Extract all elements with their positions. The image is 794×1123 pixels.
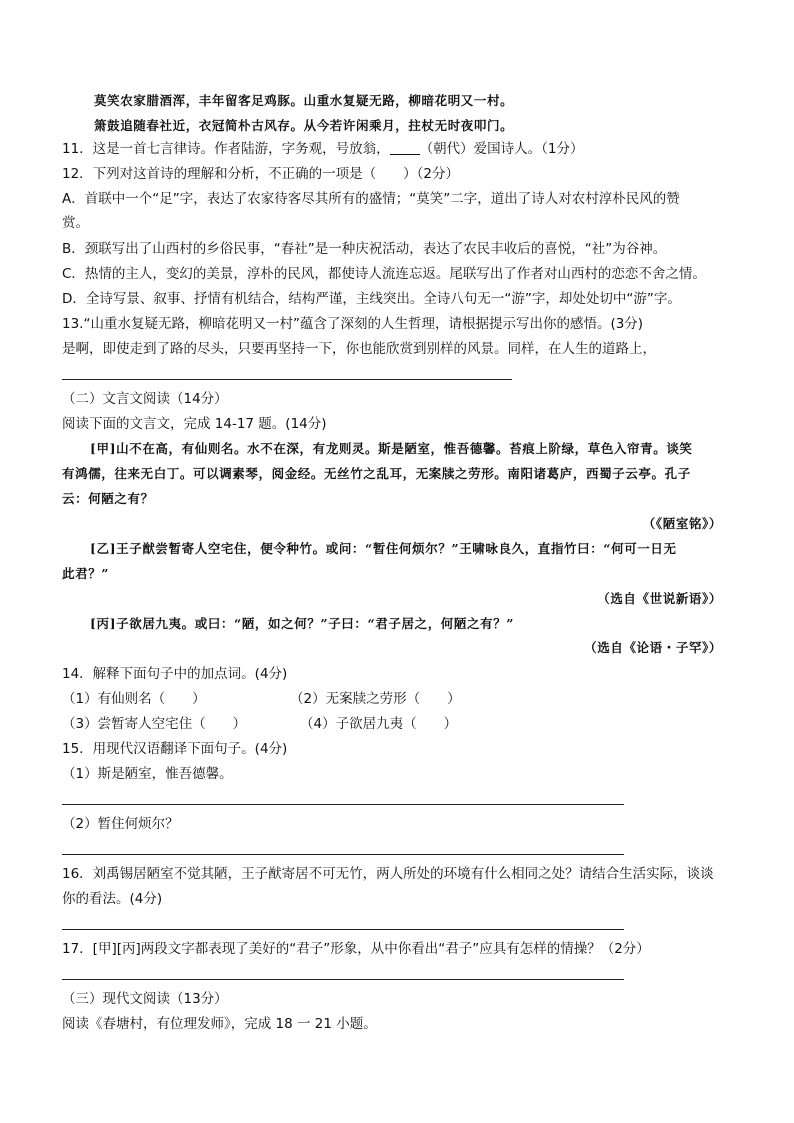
question-11 — [62, 139, 584, 159]
question-14-item-1: （1）有仙则名（ ） — [62, 691, 206, 707]
answer-line-16[interactable] — [62, 929, 624, 930]
option-a-line-2: 赏。 — [62, 215, 89, 231]
option-c: C．热情的主人，变幻的美景，淳朴的民风，都使诗人流连忘返。尾联写出了作者对山西村的恋恋不舍之情。 — [62, 266, 706, 282]
passage-bing: [丙]子欲居九夷。或曰：“陋，如之何？”子曰：“君子居之，何陋之有？” — [90, 616, 515, 631]
section-2-intro: 阅读下面的文言文，完成 14-17 题。(14分) — [62, 416, 327, 432]
question-16-line-1: 16．刘禹锡居陋室不觉其陋，王子猷寄居不可无竹，两人所处的环境有什么相同之处？请结合生活实际，谈谈 — [62, 866, 714, 882]
question-12-stem: 12．下列对这首诗的理解和分析，不正确的一项是（ ）（2分） — [62, 166, 460, 182]
passage-yi-line-2: 此君？” — [62, 566, 110, 581]
section-3-title: （三）现代文阅读（13分） — [62, 991, 228, 1007]
option-d: D．全诗写景、叙事、抒情有机结合，结构严谨，主线突出。全诗八句无一“游”字，却处处切中“游”字。 — [62, 291, 681, 307]
passage-jia-line-3: 云：何陋之有？ — [62, 491, 154, 506]
question-14-stem: 14．解释下面句子中的加点词。(4分) — [62, 666, 288, 682]
passage-jia-line-1: [甲]山不在高，有仙则名。水不在深，有龙则灵。斯是陋室，惟吾德馨。苔痕上阶绿，草色入帘青。谈笑 — [90, 441, 693, 456]
passage-yi-source: （选自《世说新语》） — [597, 591, 722, 606]
question-11-text: 11．这是一首七言律诗。作者陆游，字务观，号放翁， — [62, 141, 390, 157]
question-13-prompt: 是啊，即使走到了路的尽头，只要再坚持一下，你也能欣赏到别样的风景。同样，在人生的道路上， — [62, 341, 656, 357]
option-a-line-1: A．首联中一个“足”字，表达了农家待客尽其所有的盛情；“莫笑”二字，道出了诗人对农村淳朴民风的赞 — [62, 191, 680, 207]
question-15-stem: 15．用现代汉语翻译下面句子。(4分) — [62, 741, 288, 757]
section-3-intro: 阅读《春塘村，有位理发师》，完成 18 一 21 小题。 — [62, 1016, 377, 1032]
passage-yi-line-1: [乙]王子猷尝暂寄人空宅住，便令种竹。或问：“暂住何烦尔？”王啸咏良久，直指竹曰：“何可一日无 — [90, 541, 677, 556]
section-2-title: （二）文言文阅读（14分） — [62, 391, 228, 407]
poem-line-1: 莫笑农家腊酒浑，丰年留客足鸡豚。山重水复疑无路，柳暗花明又一村。 — [94, 93, 514, 108]
question-15-sentence-2: （2）暂住何烦尔？ — [62, 816, 179, 832]
passage-jia-source: （《陋室铭》） — [642, 516, 722, 531]
answer-line-13[interactable] — [62, 379, 512, 380]
question-16-line-2: 你的看法。(4分) — [62, 891, 163, 907]
question-14-item-4: （4）子欲居九夷（ ） — [300, 716, 458, 732]
answer-line-15-2[interactable] — [62, 854, 624, 855]
question-13-stem: 13.“山重水复疑无路，柳暗花明又一村”蕴含了深刻的人生哲理，请根据提示写出你的感悟。(3分) — [62, 316, 644, 332]
question-11-blank[interactable] — [390, 140, 420, 155]
question-14-item-3: （3）尝暂寄人空宅住（ ） — [62, 716, 247, 732]
option-b: B．颈联写出了山西村的乡俗民事，“春社”是一种庆祝活动，表达了农民丰收后的喜悦，“社”为谷神。 — [62, 241, 667, 257]
question-17: 17．[甲][丙]两段文字都表现了美好的“君子”形象，从中你看出“君子”应具有怎样的情操？（2分） — [62, 941, 650, 957]
passage-jia-line-2: 有鸿儒，往来无白丁。可以调素琴，阅金经。无丝竹之乱耳，无案牍之劳形。南阳诸葛庐，西蜀子云亭。孔子 — [62, 466, 691, 481]
answer-line-17[interactable] — [62, 979, 624, 980]
poem-line-2: 箫鼓追随春社近，衣冠简朴古风存。从今若许闲乘月，拄杖无时夜叩门。 — [94, 118, 514, 133]
question-11-text-after: （朝代）爱国诗人。（1分） — [419, 141, 584, 157]
question-14-item-2: （2）无案牍之劳形（ ） — [290, 691, 461, 707]
passage-bing-source: （选自《论语・子罕》） — [584, 640, 722, 655]
answer-line-15-1[interactable] — [62, 804, 624, 805]
question-15-sentence-1: （1）斯是陋室，惟吾德馨。 — [62, 766, 233, 782]
